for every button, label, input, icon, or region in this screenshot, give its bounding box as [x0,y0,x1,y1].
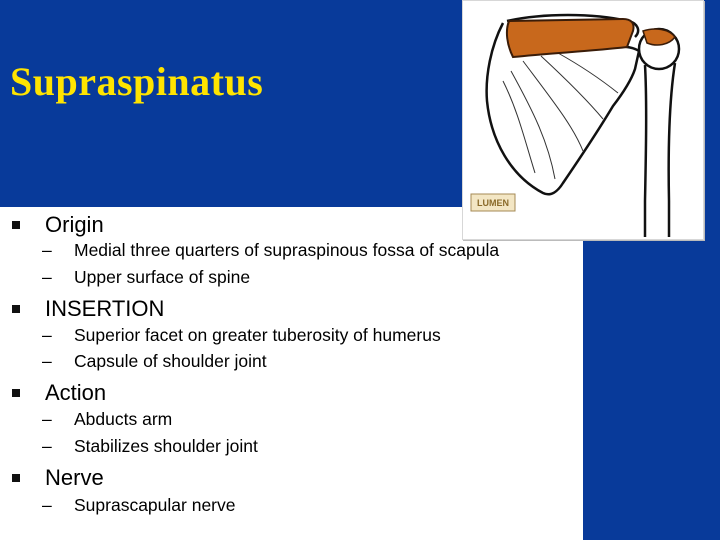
bullet-heading-action: Action [45,380,107,405]
square-bullet-icon [12,221,20,229]
sub-item: – Suprascapular nerve [42,495,236,515]
scapula-humerus-drawing [463,1,703,239]
bullet-origin [12,212,104,238]
sub-item-text: Superior facet on greater tuberosity of humerus [74,325,441,345]
sub-item-text: Suprascapular nerve [74,495,236,515]
bullet-heading-nerve: Nerve [45,465,104,490]
sub-item-text: Abducts arm [74,409,173,429]
bullet-heading-origin: Origin [45,212,104,237]
sub-item: – Superior facet on greater tuberosity of humerus [42,325,441,345]
sub-item: – Stabilizes shoulder joint [42,436,258,456]
bullet-action [12,380,106,406]
sub-item-text: Upper surface of spine [74,267,251,287]
square-bullet-icon [12,474,20,482]
bullet-insertion [12,296,164,322]
bullet-nerve [12,465,104,491]
content-panel [0,207,583,540]
sub-item-text: Capsule of shoulder joint [74,351,267,371]
sub-item: – Abducts arm [42,409,173,429]
sub-item-text: Medial three quarters of supraspinous fossa of scapula [74,240,500,260]
sub-item: – Capsule of shoulder joint [42,351,267,371]
sub-item-text: Stabilizes shoulder joint [74,436,258,456]
supraspinatus-muscle-icon [507,19,634,57]
square-bullet-icon [12,389,20,397]
shoulder-illustration [462,0,704,240]
bullet-heading-insertion: INSERTION [45,296,165,321]
lumen-logo-text: LUMEN [477,198,509,208]
square-bullet-icon [12,305,20,313]
sub-item: – Medial three quarters of supraspinous fossa of scapula [42,240,500,260]
sub-item: – Upper surface of spine [42,267,251,287]
slide-title: Supraspinatus [10,59,264,104]
